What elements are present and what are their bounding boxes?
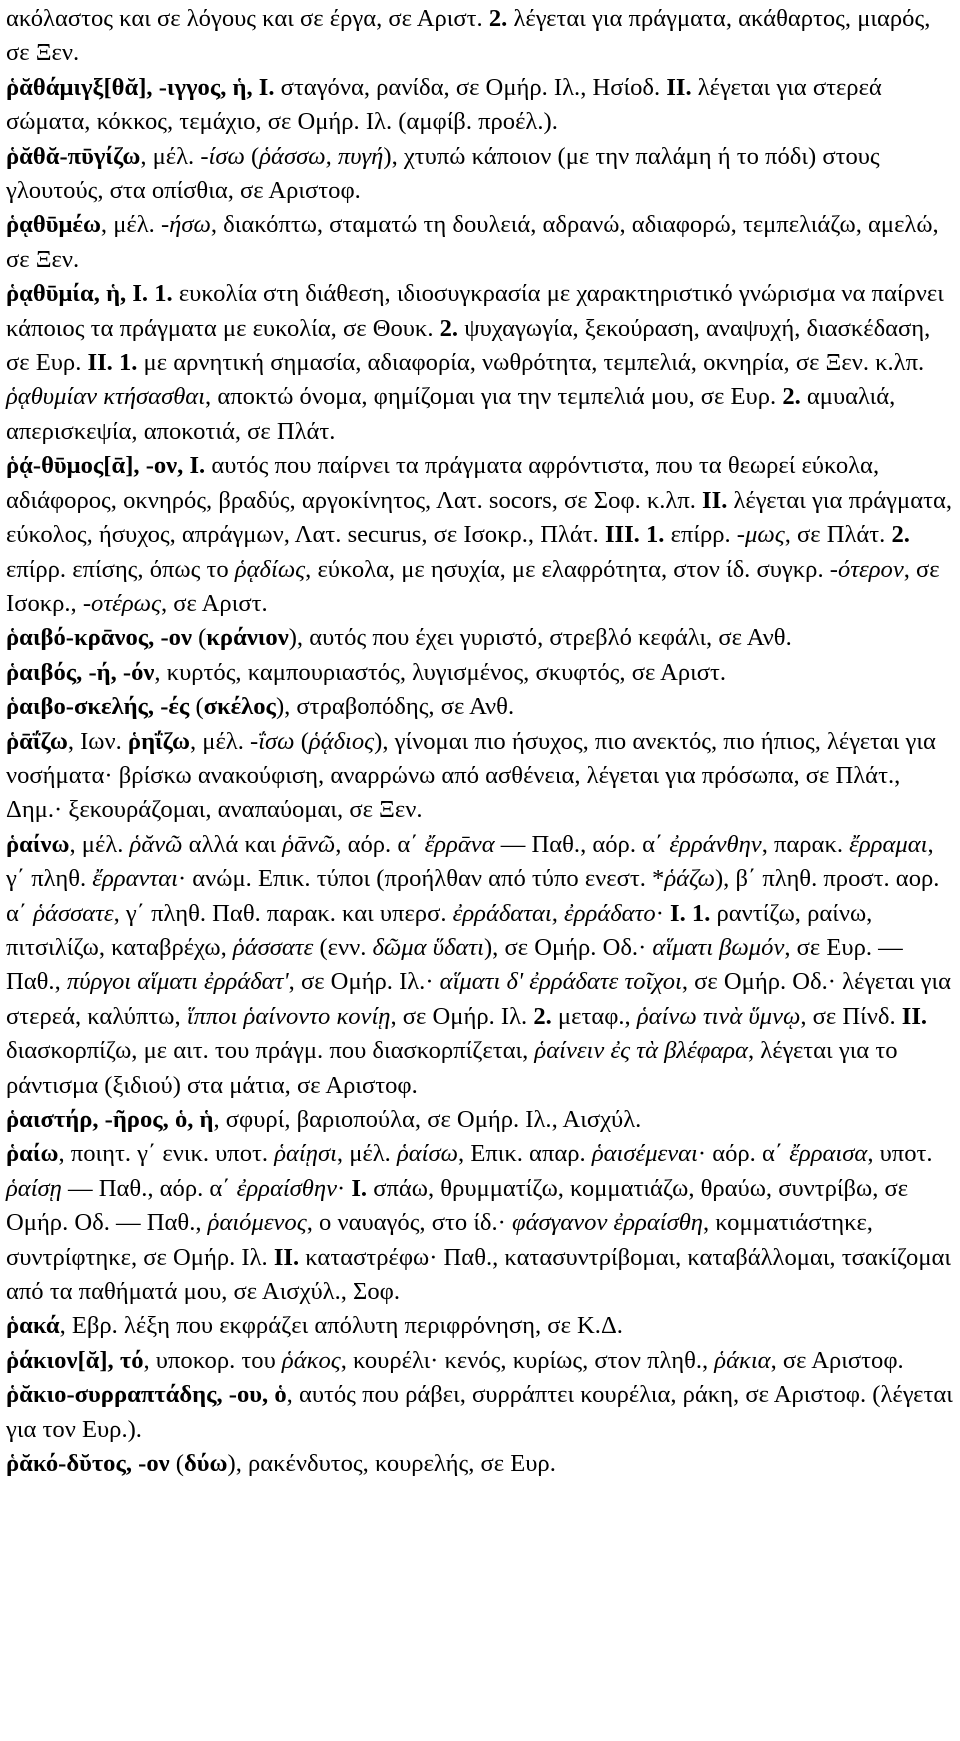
italic-form: ἔρρανται <box>92 865 178 893</box>
italic-form: ῥάκος <box>281 1346 341 1374</box>
entry-text: , σε Ισοκρ., <box>6 555 940 617</box>
headword-or-marker: II. <box>273 1243 300 1271</box>
entry-text: , παρακ. <box>761 830 850 858</box>
italic-form: ἐρραίσθην <box>236 1174 338 1202</box>
italic-form: ῥάσσω, πυγή <box>259 142 384 170</box>
entry-text: , Εβρ. λέξη που εκφράζει απόλυτη περιφρόνηση, σε Κ.Δ. <box>59 1312 623 1340</box>
entry-text: ), στραβοπόδης, σε Ανθ. <box>275 693 515 721</box>
entry-text: , κομματιάστηκε, συντρίφτηκε, σε Ομήρ. Ιλ. <box>6 1209 873 1271</box>
italic-form: ἔρραμαι <box>849 830 928 858</box>
headword-or-marker: ῥᾳθῡμία, ἡ, I. 1. <box>6 280 173 308</box>
entry-text: (ενν. <box>313 933 373 961</box>
italic-form: -οτέρως <box>82 589 161 617</box>
entry-text: μεταφ., <box>551 1002 637 1030</box>
italic-form: ῥαίσω <box>396 1140 459 1168</box>
dictionary-entry <box>6 690 954 724</box>
italic-form: ῥᾱνῶ <box>282 830 336 858</box>
entry-text: , μέλ. <box>69 830 130 858</box>
headword-or-marker: II. <box>901 1002 928 1030</box>
headword-or-marker: κράνιον <box>206 624 289 652</box>
entry-text: ραντίζω, ραίνω, πιτσιλίζω, καταβρέχω, <box>6 899 873 961</box>
entry-text: — Παθ., αόρ. α΄ <box>61 1174 237 1202</box>
italic-form: ῥαισέμεναι <box>591 1140 698 1168</box>
entry-text: , σε Πίνδ. <box>800 1002 902 1030</box>
headword-or-marker: ῥάκιον[ᾰ], τό <box>6 1346 144 1374</box>
entry-text: · <box>337 1174 352 1202</box>
entry-text: ), γίνομαι πιο ήσυχος, πιο ανεκτός, πιο ήπιος, λέγεται για νοσήματα· βρίσκω ανακούφιση, αναρρώνω από ασθένεια, λέγεται για πρόσωπα, σε Πλάτ., Δημ.· ξεκουράζομαι, αναπαύομαι, σε Ξεν. <box>6 727 936 824</box>
headword-or-marker: 2. <box>891 521 910 549</box>
headword-or-marker: ῥηΐζω <box>127 727 190 755</box>
entry-text: ( <box>169 1450 184 1478</box>
italic-form: φάσγανον ἐρραίσθη <box>512 1209 703 1237</box>
entry-text: , διακόπτω, σταματώ τη δουλειά, αδρανώ, αδιαφορώ, τεμπελιάζω, αμελώ, σε Ξεν. <box>6 211 939 273</box>
entry-text: , ο ναυαγός, στο ίδ.· <box>306 1209 513 1237</box>
entry-text: ακόλαστος και σε λόγους και σε έργα, σε Αριστ. <box>6 5 489 32</box>
entry-text: σταγόνα, ρανίδα, σε Ομήρ. Ιλ., Ησίοδ. <box>274 73 667 101</box>
entry-text: , Επικ. απαρ. <box>458 1140 592 1168</box>
headword-or-marker: ῥαιβός, -ή, -όν <box>6 658 155 686</box>
entry-text: , Ιων. <box>67 727 128 755</box>
headword-or-marker: II. <box>666 73 692 101</box>
entry-text: , κυρτός, καμπουριαστός, λυγισμένος, σκυφτός, σε Αριστ. <box>154 658 727 686</box>
entry-text: ευκολία στη διάθεση, ιδιοσυγκρασία με χαρακτηριστικό γνώρισμα να παίρνει κάποιος τα πράγματα με ευκολία, σε Θουκ. <box>6 280 944 342</box>
dictionary-entry <box>6 1309 954 1343</box>
dictionary-entry <box>6 828 954 1103</box>
entry-text: λέγεται για πράγματα, εύκολος, ήσυχος, απράγμων, Λατ. securus, σε Ισοκρ., Πλάτ. <box>6 486 953 549</box>
dictionary-entry <box>6 140 954 209</box>
entry-text: , υποκορ. του <box>143 1346 282 1374</box>
italic-form: -μως <box>736 521 785 549</box>
dictionary-entry <box>6 725 954 828</box>
entry-text: — Παθ., αόρ. α΄ <box>494 830 670 858</box>
entry-text: , αυτός που ράβει, συρράπτει κουρέλια, ράκη, σε Αριστοφ. (λέγεται για τον Ευρ.). <box>6 1381 953 1443</box>
dictionary-entry <box>6 621 954 655</box>
entry-text: , γ΄ πληθ. Παθ. παρακ. και υπερσ. <box>113 899 453 927</box>
headword-or-marker: II. <box>702 486 728 514</box>
entry-text: αυτός που παίρνει τα πράγματα αφρόντιστα, που τα θεωρεί εύκολα, αδιάφορος, οκνηρός, βραδύς, αργοκίνητος, Λατ. socors, σε Σοφ. κ.λπ. <box>6 452 880 514</box>
headword-or-marker: 2. <box>782 383 801 411</box>
entry-text: , γ΄ πληθ. <box>6 830 934 893</box>
entry-text: , σφυρί, βαριοπούλα, σε Ομήρ. Ιλ., Αισχύλ. <box>213 1106 642 1133</box>
entry-text: με αρνητική σημασία, αδιαφορία, νωθρότητα, τεμπελιά, οκνηρία, σε Ξεν. κ.λπ. <box>137 349 925 377</box>
italic-form: ῥάσσατε <box>232 933 314 961</box>
headword-or-marker: δύω <box>183 1450 228 1478</box>
dictionary-entry <box>6 1378 954 1447</box>
headword-or-marker: ῥᾱΐζω <box>6 727 68 755</box>
headword-or-marker: I. 1. <box>670 899 711 927</box>
italic-form: ῥαίνω τινὰ ὕμνῳ <box>636 1002 801 1030</box>
entry-text: , σε Αριστοφ. <box>770 1346 904 1374</box>
entry-text: , ποιητ. γ΄ ενικ. υποτ. <box>58 1140 275 1168</box>
entry-text: , μέλ. <box>100 211 161 239</box>
headword-or-marker: 2. <box>533 1002 552 1030</box>
italic-form: ἐρράδαται, ἐρράδατο <box>452 899 656 927</box>
entry-text: , υποτ. <box>867 1140 933 1168</box>
entry-text: αλλά και <box>182 830 283 858</box>
entry-text: , σε Πλάτ. <box>784 521 892 549</box>
entry-text: επίρρ. επίσης, όπως το <box>6 555 235 583</box>
headword-or-marker: ῥᾳθῡμέω <box>6 211 101 239</box>
dictionary-entry <box>6 1344 954 1378</box>
headword-or-marker: II. 1. <box>87 349 138 377</box>
italic-form: -ότερον <box>829 555 904 583</box>
headword-or-marker: ῥαιβο-σκελής, -ές <box>6 693 190 721</box>
entry-text: λέγεται για πράγματα, ακάθαρτος, μιαρός, σε Ξεν. <box>6 5 931 67</box>
entry-text: ), χτυπώ κάποιον (με την παλάμη ή το πόδι) στους γλουτούς, στα οπίσθια, σε Αριστοφ. <box>6 142 880 205</box>
entry-text: λέγεται για στερεά σώματα, κόκκος, τεμάχιο, σε Ομήρ. Ιλ. (αμφίβ. προέλ.). <box>6 73 882 136</box>
entry-text: , σε Ευρ. — Παθ., <box>6 933 903 996</box>
italic-form: πύργοι αἵματι ἐρράδατ' <box>66 968 289 996</box>
entry-text: , αποκτώ όνομα, φημίζομαι για την τεμπελιά μου, σε Ευρ. <box>205 383 783 411</box>
italic-form: ἐρράνθην <box>669 830 762 858</box>
italic-form: ῥάσσατε <box>33 899 114 927</box>
headword-or-marker: σκέλος <box>203 693 276 721</box>
headword-or-marker: ῥαίω <box>6 1140 59 1168</box>
dictionary-entry <box>6 2 954 71</box>
dictionary-entry <box>6 656 954 690</box>
headword-or-marker: ῥαιβό-κρᾱνος, -ον <box>6 624 192 652</box>
entry-text: ψυχαγωγία, ξεκούραση, αναψυχή, διασκέδαση, σε Ευρ. <box>6 314 931 377</box>
entry-text: , σε Ομήρ. Οδ.· λέγεται για στερεά, καλύπτω, <box>6 968 952 1030</box>
entry-text: αμυαλιά, απερισκεψία, αποκοτιά, σε Πλάτ. <box>6 383 896 445</box>
headword-or-marker: ῥαίνω <box>6 830 70 858</box>
italic-form: ῥαίνειν ἐς τὰ βλέφαρα <box>534 1037 748 1065</box>
entry-text: ), ρακένδυτος, κουρελής, σε Ευρ. <box>227 1450 556 1478</box>
italic-form: ῥάκια <box>714 1346 771 1374</box>
entry-text: , σε Ομήρ. Ιλ.· <box>288 968 440 996</box>
entry-text: σπάω, θρυμματίζω, κομματιάζω, θραύω, συντρίβω, σε Ομήρ. Οδ. — Παθ., <box>6 1174 909 1237</box>
italic-form: ῥάζω <box>664 865 715 893</box>
entry-text: , μέλ. <box>140 142 201 170</box>
entry-text: , μέλ. <box>189 727 251 755</box>
headword-or-marker: ῥᾰκό-δῠτος, -ον <box>6 1450 170 1478</box>
entry-text: , σε Ομήρ. Ιλ. <box>390 1002 534 1030</box>
entry-text: ( <box>294 727 309 755</box>
dictionary-entry <box>6 449 954 621</box>
italic-form: -ήσω <box>160 211 211 239</box>
headword-or-marker: ῥᾰθάμιγξ[θᾰ], -ιγγος, ἡ, I. <box>6 73 275 101</box>
headword-or-marker: ῥᾴ-θῡμος[ᾱ], -ον, I. <box>6 452 206 480</box>
italic-form: ῥᾰνῶ <box>129 830 183 858</box>
italic-form: ῥᾳθυμίαν κτήσασθαι <box>6 383 206 411</box>
entry-text: , αόρ. α΄ <box>335 830 425 858</box>
entry-text: ( <box>189 693 204 721</box>
headword-or-marker: ῥαιστήρ, -ῆρος, ὁ, ἡ <box>6 1106 214 1133</box>
entry-text: · ανώμ. Επικ. τύποι (προήλθαν από τύπο ενεστ. * <box>177 865 665 893</box>
italic-form: -ΐσω <box>250 727 295 755</box>
headword-or-marker: 2. <box>488 5 508 32</box>
dictionary-entry <box>6 71 954 140</box>
entry-text: διασκορπίζω, με αιτ. του πράγμ. που διασκορπίζεται, <box>6 1037 535 1065</box>
dictionary-entry <box>6 208 954 277</box>
dictionary-entry <box>6 277 954 449</box>
entry-text: καταστρέφω· Παθ., κατασυντρίβομαι, καταβάλλομαι, τσακίζομαι από τα παθήματά μου, σε Αισχύλ., Σοφ. <box>6 1243 952 1306</box>
entry-text: ), αυτός που έχει γυριστό, στρεβλό κεφάλι, σε Ανθ. <box>288 624 792 652</box>
entry-text: ), β΄ πληθ. προστ. αορ. α΄ <box>6 865 940 927</box>
entry-text: , μέλ. <box>336 1140 397 1168</box>
entry-text: ( <box>244 142 260 170</box>
headword-or-marker: ῥᾰκιο-συρραπτάδης, -ου, ὁ <box>6 1381 287 1409</box>
entry-text: επίρρ. <box>664 521 737 549</box>
headword-or-marker: 2. <box>439 314 459 342</box>
italic-form: αἵματι δ' ἐρράδατε τοῖχοι <box>439 968 682 996</box>
entry-text: , σε Αριστ. <box>161 589 268 617</box>
dictionary-entry <box>6 1137 954 1309</box>
italic-form: ἵπποι ῥαίνοντο κονίῃ <box>186 1002 391 1030</box>
entry-text: · <box>655 899 671 927</box>
italic-form: -ίσω <box>200 142 245 170</box>
entry-text: ( <box>191 624 207 652</box>
entry-text: · αόρ. α΄ <box>697 1140 790 1168</box>
italic-form: ῥᾳδίως <box>234 555 306 583</box>
entry-text: , εύκολα, με ησυχία, με ελαφρότητα, στον ίδ. συγκρ. <box>305 555 830 583</box>
italic-form: ἔρρᾱνα <box>424 830 495 858</box>
entry-text: , λέγεται για το ράντισμα (ξιδιού) στα μάτια, σε Αριστοφ. <box>6 1037 898 1099</box>
headword-or-marker: I. <box>351 1174 368 1202</box>
dictionary-entry <box>6 1103 954 1137</box>
headword-or-marker: ῥᾰθᾰ-πῡγίζω <box>6 142 141 170</box>
italic-form: αἵματι βωμόν <box>652 933 785 961</box>
headword-or-marker: III. 1. <box>604 521 665 549</box>
dictionary-entry <box>6 1447 954 1481</box>
italic-form: ῥαίσῃ <box>6 1174 62 1202</box>
italic-form: ῥαιόμενος <box>207 1209 307 1237</box>
italic-form: ἔρραισα <box>789 1140 868 1168</box>
headword-or-marker: ῥακά <box>6 1312 60 1340</box>
italic-form: δῶμα ὕδατι <box>372 933 484 961</box>
italic-form: ῥᾴδιος <box>308 727 375 755</box>
entry-text: ), σε Ομήρ. Οδ.· <box>483 933 653 961</box>
entry-text: , κουρέλι· κενός, κυρίως, στον πληθ., <box>340 1346 715 1374</box>
italic-form: ῥαίῃσι <box>274 1140 337 1168</box>
